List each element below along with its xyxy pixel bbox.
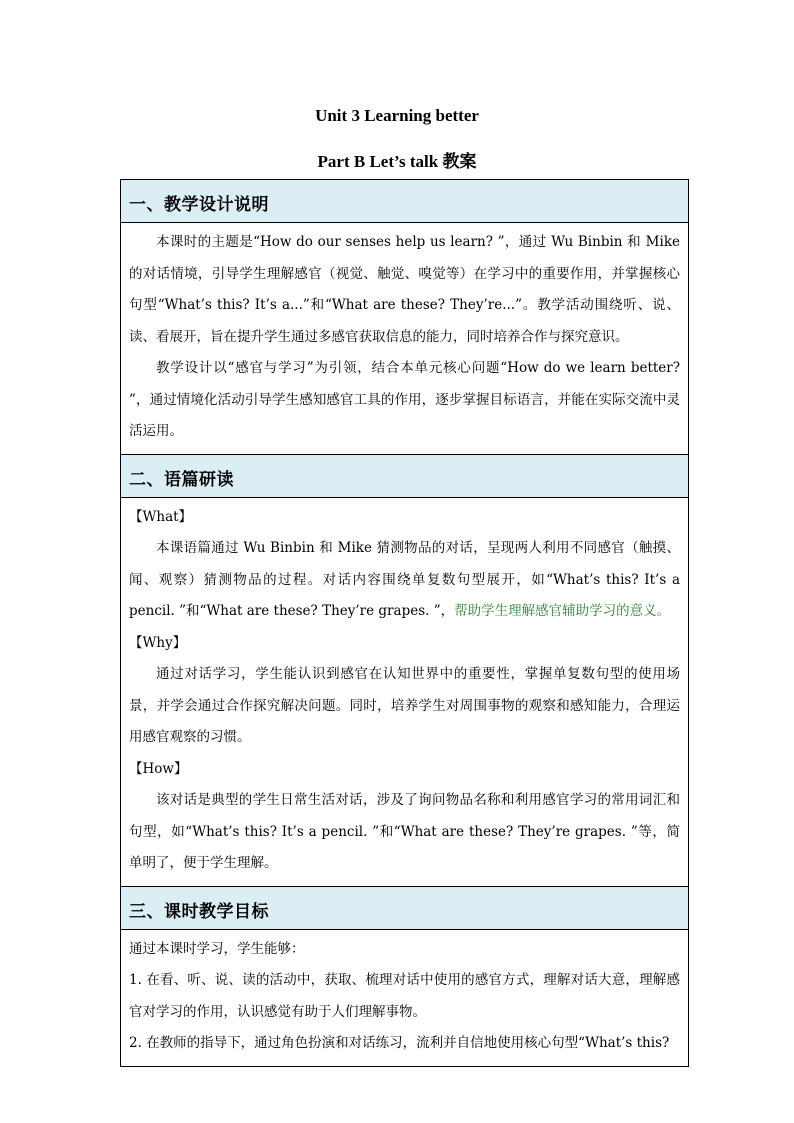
document-subtitle: Part B Let’s talk 教案 bbox=[317, 152, 477, 171]
what-highlight: 帮助学生理解感官辅助学习的意义。 bbox=[454, 603, 671, 619]
section-body-design bbox=[121, 223, 689, 455]
why-tag: 【Why】 bbox=[129, 634, 187, 651]
how-paragraph: 该对话是典型的学生日常生活对话，涉及了询问物品名称和利用感官学习的常用词汇和句型，如“What’s this? It’s a pencil. ”和“What are these? They’re grapes. ”等，简单明了，便于学生理解。 bbox=[129, 792, 680, 871]
section-heading-objectives: 三、课时教学目标 bbox=[121, 886, 689, 929]
document-title: Unit 3 Learning better bbox=[315, 106, 479, 125]
section-heading-text-analysis: 二、语篇研读 bbox=[121, 454, 689, 497]
objective-2: 2. 在教师的指导下，通过角色扮演和对话练习，流利并自信地使用核心句型“What’s this? bbox=[129, 1035, 670, 1051]
what-tag: 【What】 bbox=[129, 508, 193, 525]
objectives-intro: 通过本课时学习，学生能够： bbox=[129, 940, 305, 957]
objective-1: 1. 在看、听、说、读的活动中，获取、梳理对话中使用的感官方式，理解对话大意，理解感官对学习的作用，认识感觉有助于人们理解事物。 bbox=[129, 972, 680, 1020]
why-paragraph: 通过对话学习，学生能认识到感官在认知世界中的重要性，掌握单复数句型的使用场景，并学会通过合作探究解决问题。同时，培养学生对周围事物的观察和感知能力，合理运用感官观察的习惯。 bbox=[129, 666, 680, 745]
design-paragraph-1: 本课时的主题是“How do our senses help us learn? ”，通过 Wu Binbin 和 Mike 的对话情境，引导学生理解感官（视觉、触觉、嗅觉等）在学习中的重要作用，并掌握核心句型“What’s this? It’s a...”和“What are these? They’re...”。教学活动围绕听、说、读、看展开，旨在提升学生通过多感官获取信息的能力，同时培养合作与探究意识。 bbox=[129, 234, 680, 345]
what-paragraph bbox=[129, 533, 680, 628]
section-body-objectives bbox=[121, 929, 689, 1066]
what-text: 本课语篇通过 Wu Binbin 和 Mike 猜测物品的对话，呈现两人利用不同感官（触摸、闻、观察）猜测物品的过程。对话内容围绕单复数句型展开，如“What’s this? It’s a pencil. ”和“What are these? They’re grapes. ”， bbox=[129, 540, 680, 619]
how-tag: 【How】 bbox=[129, 760, 188, 777]
lesson-plan-table bbox=[120, 179, 689, 1067]
section-body-text-analysis bbox=[121, 497, 689, 886]
section-heading-design: 一、教学设计说明 bbox=[121, 180, 689, 223]
design-paragraph-2: 教学设计以“感官与学习”为引领，结合本单元核心问题“How do we learn better? ”，通过情境化活动引导学生感知感官工具的作用，逐步掌握目标语言，并能在实际交流中灵活运用。 bbox=[129, 360, 680, 439]
